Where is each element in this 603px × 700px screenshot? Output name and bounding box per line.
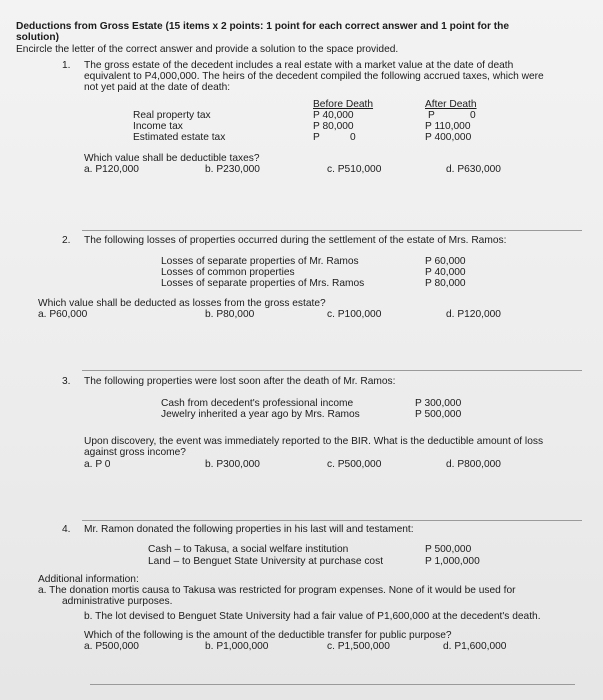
answer-line[interactable] <box>82 230 582 231</box>
q2-row-label: Losses of separate properties of Mrs. Ramos <box>161 278 365 289</box>
q2-choice-a[interactable]: a. P60,000 <box>38 309 88 320</box>
q1-row-before: P 40,000 <box>313 110 354 121</box>
instruction: Encircle the letter of the correct answer and provide a solution to the space provided. <box>16 44 399 55</box>
q1-row-before: P 80,000 <box>313 121 354 132</box>
q4-number: 4. <box>62 524 71 535</box>
q4-choice-b[interactable]: b. P1,000,000 <box>205 641 269 652</box>
q4-info-b: b. The lot devised to Benguet State University had a fair value of P1,600,000 at the decedent's death. <box>84 611 541 622</box>
q2-choice-b[interactable]: b. P80,000 <box>205 309 255 320</box>
q1-row-after-value: 0 <box>470 110 476 121</box>
title-line-2: solution) <box>16 32 60 43</box>
answer-line[interactable] <box>82 370 582 371</box>
q4-info-a-1: a. The donation mortis causa to Takusa was restricted for program expenses. None of it would be used for <box>38 585 516 596</box>
q2-question: Which value shall be deducted as losses from the gross estate? <box>38 298 326 309</box>
q3-row-label: Jewelry inherited a year ago by Mrs. Ramos <box>161 409 360 420</box>
q1-row-after-prefix: P <box>428 110 435 121</box>
q2-text: The following losses of properties occurred during the settlement of the estate of Mrs. Ramos: <box>84 235 507 246</box>
q3-number: 3. <box>62 376 71 387</box>
q3-text: The following properties were lost soon after the death of Mr. Ramos: <box>84 376 396 387</box>
answer-line[interactable] <box>90 684 575 685</box>
q2-number: 2. <box>62 235 71 246</box>
q4-row-value: P 500,000 <box>425 544 472 555</box>
q1-text-2: equivalent to P4,000,000. The heirs of the decedent compiled the following accrued taxes, which were <box>84 71 544 82</box>
q3-choice-c[interactable]: c. P500,000 <box>327 459 382 470</box>
q2-choice-d[interactable]: d. P120,000 <box>446 309 501 320</box>
q1-question: Which value shall be deductible taxes? <box>84 153 260 164</box>
q3-row-label: Cash from decedent's professional income <box>161 398 354 409</box>
q4-info-a-2: administrative purposes. <box>62 596 173 607</box>
q1-row-after-value: P 110,000 <box>425 121 471 132</box>
q4-choice-a[interactable]: a. P500,000 <box>84 641 139 652</box>
q1-choice-c[interactable]: c. P510,000 <box>327 164 382 175</box>
q2-row-value: P 40,000 <box>425 267 466 278</box>
q2-row-label: Losses of separate properties of Mr. Ramos <box>161 256 359 267</box>
q2-choice-c[interactable]: c. P100,000 <box>327 309 382 320</box>
q1-text-3: not yet paid at the date of death: <box>84 82 231 93</box>
q4-text: Mr. Ramon donated the following properties in his last will and testament: <box>84 524 414 535</box>
q2-row-value: P 80,000 <box>425 278 466 289</box>
q4-additional-heading: Additional information: <box>38 574 139 585</box>
q4-choice-d[interactable]: d. P1,600,000 <box>443 641 507 652</box>
q1-choice-d[interactable]: d. P630,000 <box>446 164 501 175</box>
q1-col-before: Before Death <box>313 99 374 110</box>
q3-choice-d[interactable]: d. P800,000 <box>446 459 501 470</box>
q4-row-label: Land – to Benguet State University at purchase cost <box>148 556 384 567</box>
q2-row-label: Losses of common properties <box>161 267 295 278</box>
q1-choice-b[interactable]: b. P230,000 <box>205 164 260 175</box>
q4-choice-c[interactable]: c. P1,500,000 <box>327 641 390 652</box>
q1-row-after-value: P 400,000 <box>425 132 472 143</box>
q4-question: Which of the following is the amount of the deductible transfer for public purpose? <box>84 630 452 641</box>
answer-line[interactable] <box>82 520 582 521</box>
q4-row-value: P 1,000,000 <box>425 556 480 567</box>
q1-choice-a[interactable]: a. P120,000 <box>84 164 139 175</box>
q1-row-before-value: 0 <box>350 132 356 143</box>
q1-row-before-prefix: P <box>313 132 320 143</box>
q3-row-value: P 500,000 <box>415 409 462 420</box>
q3-row-value: P 300,000 <box>415 398 462 409</box>
q1-row-label: Income tax <box>133 121 183 132</box>
q3-question-1: Upon discovery, the event was immediately reported to the BIR. What is the deductible amount of loss <box>84 436 544 447</box>
q1-text-1: The gross estate of the decedent includes a real estate with a market value at the date of death <box>84 60 514 71</box>
q2-row-value: P 60,000 <box>425 256 466 267</box>
q1-col-after: After Death <box>425 99 477 110</box>
q3-choice-a[interactable]: a. P 0 <box>84 459 111 470</box>
q1-row-label: Estimated estate tax <box>133 132 226 143</box>
q4-row-label: Cash – to Takusa, a social welfare institution <box>148 544 349 555</box>
q1-number: 1. <box>62 60 71 71</box>
q1-row-label: Real property tax <box>133 110 211 121</box>
q3-question-2: against gross income? <box>84 447 186 458</box>
q3-choice-b[interactable]: b. P300,000 <box>205 459 260 470</box>
title-line-1: Deductions from Gross Estate (15 items x 2 points: 1 point for each correct answer and 1 point for the <box>16 21 510 32</box>
